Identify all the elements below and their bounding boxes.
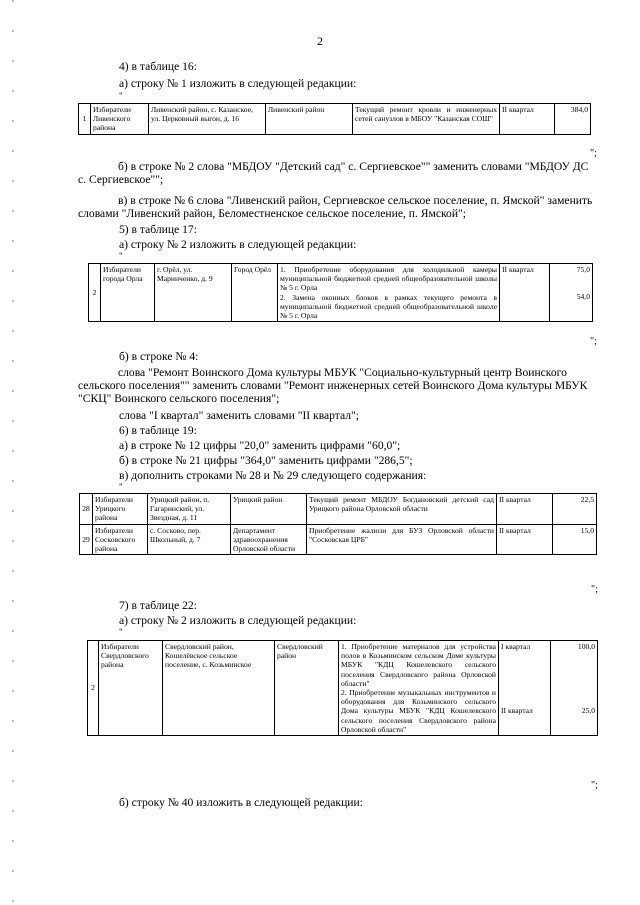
work-cell	[339, 641, 499, 736]
quarter-cell: II квартал	[500, 104, 555, 135]
district-cell: Избиратели города Орла	[101, 264, 155, 322]
row-number: 28	[80, 494, 93, 525]
t16-v: в) в строке № 6 слова "Ливенский район, Сергиевское сельское поселение, п. Ямской" заменить словами "Ливенский район, Беломестненское сельское поселение, п. Ямской";	[78, 194, 593, 220]
address-cell: с. Сосково, пер. Школьный, д. 7	[148, 524, 231, 555]
t19-v: в) дополнить строками № 28 и № 29 следующего содержания:	[119, 469, 427, 482]
table-22-row	[87, 640, 598, 736]
row-number: 1	[79, 104, 91, 135]
t22-heading: 7) в таблице 22:	[119, 599, 197, 612]
quarter-cell	[499, 641, 551, 736]
binding-margin	[12, 0, 14, 905]
t17-heading: 5) в таблице 17:	[119, 223, 197, 236]
sum-1: 100,0	[577, 642, 595, 651]
table-row	[80, 494, 597, 525]
t16-sub-a: а) строку № 1 изложить в следующей редакции:	[119, 77, 357, 90]
district-cell: Избиратели Ливенского района	[91, 104, 149, 135]
t22-sub-a: а) строку № 2 изложить в следующей редакции:	[119, 614, 357, 627]
row-number: 2	[88, 641, 99, 736]
row-number: 29	[80, 524, 93, 555]
t19-heading: 6) в таблице 19:	[119, 424, 197, 437]
open-quote: "	[119, 482, 123, 492]
t17-b-text2: слова "I квартал" заменить словами "II квартал";	[119, 409, 359, 422]
municipality-cell: Ливенский район	[266, 104, 353, 135]
sum-cell	[550, 264, 593, 322]
table-row	[80, 524, 597, 555]
open-quote: "	[119, 91, 123, 101]
sum-2: 54,0	[576, 292, 590, 302]
t22-b: б) строку № 40 изложить в следующей редакции:	[119, 796, 363, 809]
sum-cell: 22,5	[553, 494, 597, 525]
work-item-2: 2. Приобретение музыкальных инструментов и оборудования для Козьминского сельского Дома культуры МБУК "КДЦ Кошелевского сельского поселения Свердловского района Орловской области"	[341, 688, 496, 734]
t17-b: б) в строке № 4:	[119, 350, 199, 363]
sum-1: 75,0	[576, 265, 590, 274]
close-quote: ";	[590, 148, 597, 159]
close-quote: ";	[591, 584, 598, 595]
quarter-1: I квартал	[501, 642, 531, 651]
t17-b-text: слова "Ремонт Воинского Дома культуры МБУК "Социально-культурный центр Воинского сельского поселения"" заменить словами "Ремонт инженерных сетей Воинского Дома культуры МБУК "СКЦ" Воинского сельского поселения";	[78, 366, 588, 405]
sum-2: 25,0	[581, 706, 595, 716]
address-cell: Ливенский район, с. Казанское, ул. Церковный выгон, д. 16	[149, 104, 266, 135]
table-19-rows	[79, 493, 597, 555]
sum-cell: 15,0	[553, 524, 597, 555]
sum-cell	[551, 641, 598, 736]
sum-cell: 384,0	[555, 104, 591, 135]
address-cell: г. Орёл, ул. Маринченко, д. 9	[155, 264, 232, 322]
district-cell: Избиратели Урицкого района	[93, 494, 148, 525]
work-item-1: 1. Приобретение материалов для устройства полов в Козьминском сельском Доме культуры МБУК "КДЦ Кошелевского сельского поселения Свердловского района Орловской области"	[341, 642, 496, 688]
t17-sub-a: а) строку № 2 изложить в следующей редакции:	[119, 238, 357, 251]
quarter-cell: II квартал	[500, 264, 550, 322]
open-quote: "	[119, 627, 123, 637]
work-cell: Текущий ремонт МБДОУ Богдановский детский сад Урицкого района Орловской области	[307, 494, 497, 525]
work-item-2: 2. Замена оконных блоков в рамках текущего ремонта в муниципальной бюджетной средней общеобразовательной школе № 5 г. Орла	[280, 292, 497, 321]
work-item-1: 1. Приобретение оборудования для холодильной камеры муниципальной бюджетной средней общеобразовательной школы № 5 г. Орла	[280, 265, 497, 293]
address-cell: Свердловский район, Кошелёвское сельское поселение, с. Козьминское	[163, 641, 275, 736]
t19-b: б) в строке № 21 цифры "364,0" заменить цифрами "286,5";	[119, 454, 413, 467]
district-cell: Избиратели Свердловского района	[99, 641, 163, 736]
quarter-2: II квартал	[501, 706, 533, 716]
district-cell: Избиратели Сосковского района	[93, 524, 148, 555]
quarter-cell: II квартал	[497, 494, 553, 525]
table-row	[89, 264, 593, 322]
table-row	[88, 641, 598, 736]
close-quote: ";	[591, 780, 598, 791]
municipality-cell: Департамент здравоохранения Орловской области	[231, 524, 307, 555]
table-17-row	[88, 263, 593, 322]
t19-a: а) в строке № 12 цифры "20,0" заменить цифрами "60,0";	[119, 439, 401, 452]
close-quote: ";	[590, 336, 597, 347]
work-cell: Текущий ремонт кровли и инженерных сетей санузлов в МБОУ "Казанская СОШ"	[353, 104, 500, 135]
page-number: 2	[317, 34, 323, 48]
t16-b: б) в строке № 2 слова "МБДОУ "Детский сад" с. Сергиевское"" заменить словами "МБДОУ ДС с. Сергиевское"";	[78, 160, 589, 186]
municipality-cell: Урицкий район	[231, 494, 307, 525]
work-cell	[278, 264, 500, 322]
municipality-cell: Город Орёл	[232, 264, 278, 322]
address-cell: Урицкий район, п. Гагаринский, ул. Звездная, д. 11	[148, 494, 231, 525]
quarter-cell: II квартал	[497, 524, 553, 555]
work-cell: Приобретение жалюзи для БУЗ Орловской области "Сосковская ЦРБ"	[307, 524, 497, 555]
table-row	[79, 104, 591, 135]
row-number: 2	[89, 264, 101, 322]
t16-heading: 4) в таблице 16:	[119, 60, 197, 73]
municipality-cell: Свердловский район	[275, 641, 339, 736]
table-16-row	[78, 103, 591, 135]
open-quote: "	[119, 251, 123, 261]
